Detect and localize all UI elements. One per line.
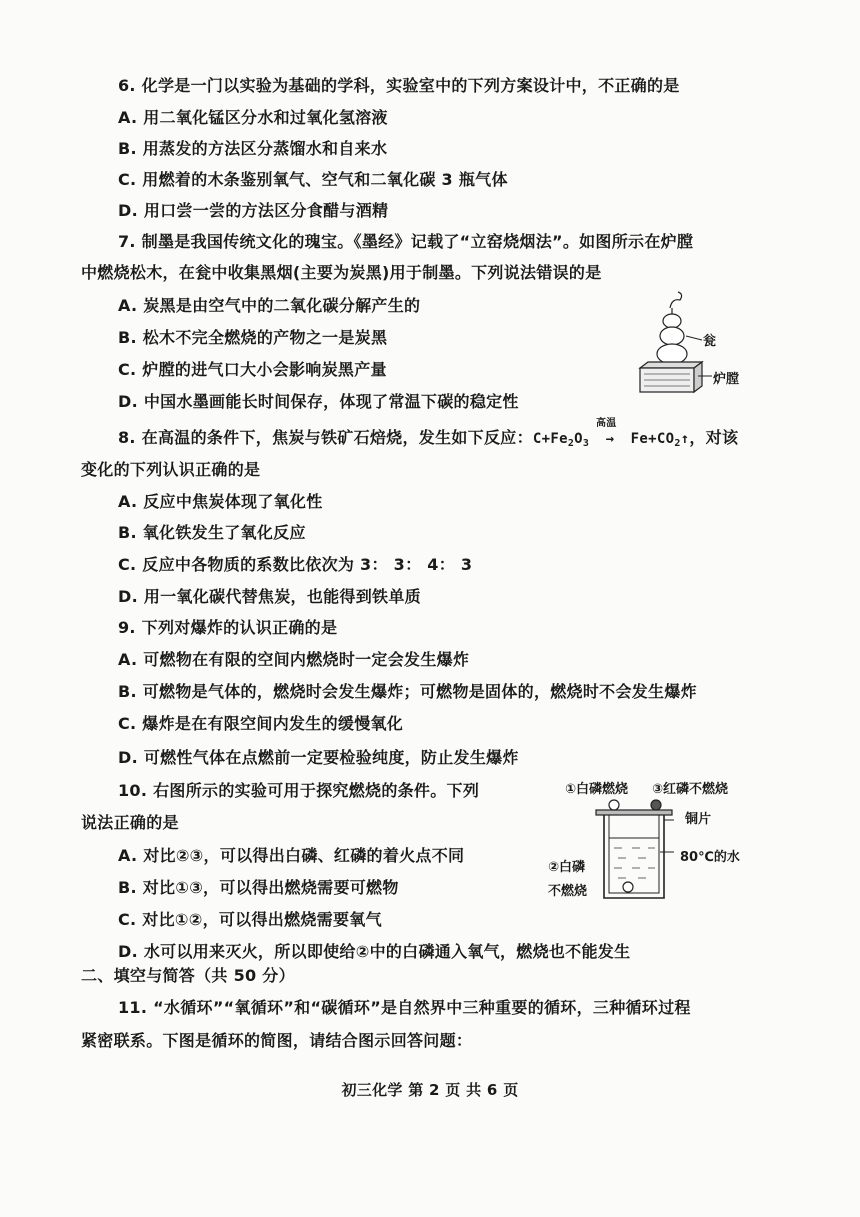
- page-footer: 初三化学 第 2 页 共 6 页: [341, 1081, 519, 1099]
- kiln-label-weng: 瓮: [703, 334, 717, 349]
- q7-option-d: D. 中国水墨画能长时间保存，体现了常温下碳的稳定性: [118, 392, 519, 411]
- q9-option-c: C. 爆炸是在有限空间内发生的缓慢氧化: [118, 714, 404, 733]
- eq-arrow-wrap: [595, 418, 622, 449]
- q11-stem-line2: 紧密联系。下图是循环的简图，请结合图示回答问题：: [81, 1031, 473, 1050]
- q9-stem: 9. 下列对爆炸的认识正确的是: [118, 618, 338, 637]
- q10-option-b: B. 对比①③，可以得出燃烧需要可燃物: [118, 878, 399, 897]
- beaker-figure: [588, 790, 678, 908]
- q10-option-d: D. 水可以用来灭火，所以即使给②中的白磷通入氧气，燃烧也不能发生: [118, 942, 631, 961]
- q9-option-b: B. 可燃物是气体的，燃烧时会发生爆炸；可燃物是固体的，燃烧时不会发生爆炸: [118, 682, 697, 701]
- eq-gas-arrow: ↑: [680, 431, 690, 447]
- beaker-label-copper: 铜片: [685, 812, 712, 827]
- beaker-label-3: ③红磷不燃烧: [652, 782, 729, 797]
- q10-option-a: A. 对比②③，可以得出白磷、红磷的着火点不同: [118, 846, 465, 865]
- eq-sub-2: 2: [567, 438, 575, 449]
- q10-stem-line2: 说法正确的是: [81, 813, 179, 832]
- eq-sub-2b: 2: [674, 438, 681, 449]
- q6-stem: 6. 化学是一门以实验为基础的学科，实验室中的下列方案设计中，不正确的是: [118, 76, 680, 95]
- q9-option-a: A. 可燃物在有限的空间内燃烧时一定会发生爆炸: [118, 650, 470, 669]
- beaker-label-2b: 不燃烧: [548, 884, 588, 899]
- q8-option-a: A. 反应中焦炭体现了氧化性: [118, 492, 323, 511]
- q8-option-d: D. 用一氧化碳代替焦炭，也能得到铁单质: [118, 587, 421, 606]
- eq-arrow: →: [605, 431, 615, 447]
- q10-option-c: C. 对比①②，可以得出燃烧需要氧气: [118, 910, 382, 929]
- beaker-label-water: 80℃的水: [680, 850, 740, 865]
- q6-option-d: D. 用口尝一尝的方法区分食醋与酒精: [118, 201, 389, 220]
- q10-stem-line1: 10. 右图所示的实验可用于探究燃烧的条件。下列: [118, 781, 480, 800]
- q8-stem-line1: [118, 418, 739, 454]
- q8-stem-line2: 变化的下列认识正确的是: [81, 460, 261, 479]
- q7-option-b: B. 松木不完全燃烧的产物之一是炭黑: [118, 328, 388, 347]
- q7-option-a: A. 炭黑是由空气中的二氧化碳分解产生的: [118, 296, 421, 315]
- q11-stem-line1: 11. “水循环”“氧循环”和“碳循环”是自然界中三种重要的循环，三种循环过程: [118, 998, 691, 1017]
- q6-option-b: B. 用蒸发的方法区分蒸馏水和自来水: [118, 139, 388, 158]
- eq-condition: 高温: [595, 418, 617, 429]
- eq-reactants: C+Fe: [532, 431, 568, 447]
- eq-oxygen: O: [574, 431, 583, 447]
- q8-equation: [532, 418, 690, 449]
- q6-option-a: A. 用二氧化锰区分水和过氧化氢溶液: [118, 108, 388, 127]
- eq-sub-3: 3: [582, 438, 590, 449]
- q8-stem-prefix: 8. 在高温的条件下，焦炭与铁矿石焙烧，发生如下反应：: [118, 428, 533, 447]
- q7-stem-line1: 7. 制墨是我国传统文化的瑰宝。《墨经》记载了“立窑烧烟法”。如图所示在炉膛: [118, 232, 694, 251]
- section2-title: 二、填空与简答（共 50 分）: [81, 966, 295, 985]
- q6-option-c: C. 用燃着的木条鉴别氧气、空气和二氧化碳 3 瓶气体: [118, 170, 508, 189]
- q7-option-c: C. 炉膛的进气口大小会影响炭黑产量: [118, 360, 387, 379]
- kiln-label-lutang: 炉膛: [713, 372, 740, 387]
- q7-stem-line2: 中燃烧松木，在瓮中收集黑烟(主要为炭黑)用于制墨。下列说法错误的是: [81, 263, 602, 282]
- q8-option-b: B. 氧化铁发生了氧化反应: [118, 523, 306, 542]
- q9-option-d: D. 可燃性气体在点燃前一定要检验纯度，防止发生爆炸: [118, 748, 519, 767]
- eq-products: Fe+CO: [630, 431, 675, 447]
- beaker-label-1: ①白磷燃烧: [565, 782, 629, 797]
- q8-stem-suffix: ，对该: [689, 428, 739, 447]
- beaker-label-2a: ②白磷: [548, 860, 586, 875]
- q8-option-c: C. 反应中各物质的系数比依次为 3： 3： 4： 3: [118, 555, 473, 574]
